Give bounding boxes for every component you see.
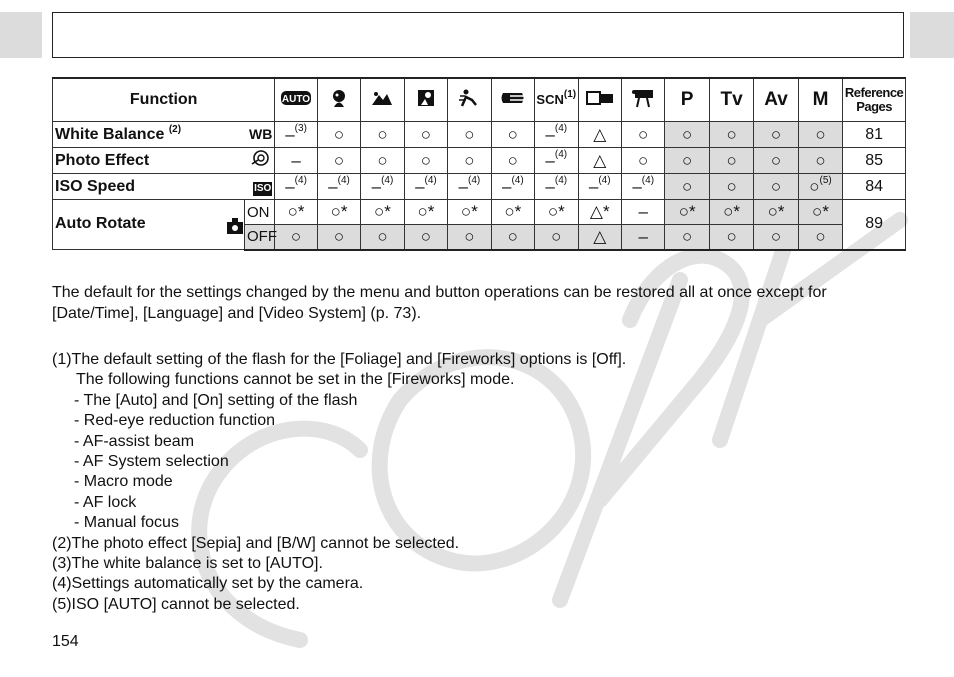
list-item: - Macro mode [74,473,173,491]
table-cell: △ [578,148,621,174]
table-row-auto-rotate-on [53,200,906,225]
table-cell: ○ [404,122,447,148]
table-cell: ○ [709,174,753,200]
table-cell: ○ [361,225,404,250]
stitch-assist-icon [578,78,621,122]
table-cell: ○ [665,148,709,174]
table-cell: ○* [361,200,404,225]
landscape-icon [361,78,404,122]
function-header: Function [53,78,275,122]
right-page-tab [910,12,954,58]
table-cell: – [621,200,664,225]
footnote-1: (1)The default setting of the flash for the [Foliage] and [Fireworks] options is [Off]. [52,351,627,368]
function-availability-table [52,77,906,251]
table-cell: ○ [798,122,842,148]
table-cell: –$^{(4)}$ [621,174,664,200]
footnotes-list [52,350,912,615]
footnote-3: (3)The white balance is set to [AUTO]. [52,555,323,573]
iso-icon: ISO [245,174,275,200]
footnote-5: (5)ISO [AUTO] cannot be selected. [52,595,300,613]
table-cell: – [621,225,664,250]
table-cell: ○ [754,148,798,174]
table-cell: ○ [317,225,360,250]
row-label: Auto Rotate [53,200,245,250]
table-cell: ○ [448,225,491,250]
list-item: - Red-eye reduction function [74,412,275,430]
table-cell: ○ [361,122,404,148]
table-cell: ○ [665,122,709,148]
table-cell: ○ [491,148,534,174]
table-cell: ○ [404,148,447,174]
reset-defaults-paragraph: The default for the settings changed by the menu and button operations can be restored all at once except for [Date/Time], [Language] and [Video System] (p. 73). [52,284,827,322]
footnote-1-detail: The following functions cannot be set in the [Fireworks] mode. [76,371,515,389]
reference-page: 89 [843,200,906,250]
table-cell: ○ [621,148,664,174]
night-scene-icon [404,78,447,122]
page-number: 154 [52,633,79,650]
table-cell: ○* [275,200,317,225]
photo-effect-icon [245,148,275,174]
table-cell: ○* [317,200,360,225]
table-cell: – [275,148,317,174]
row-label: ISO Speed [53,174,245,200]
table-cell: ○ [709,225,753,250]
auto-rotate-icon [226,217,244,235]
table-cell: –$^{(4)}$ [578,174,621,200]
table-cell: –$^{(4)}$ [535,148,578,174]
section-title-box [52,12,904,58]
reference-page: 84 [843,174,906,200]
reference-page: 81 [843,122,906,148]
table-cell: ○ [317,148,360,174]
list-item: - The [Auto] and [On] setting of the flash [74,391,358,409]
table-cell: ○* [404,200,447,225]
list-item: - AF lock [74,493,137,511]
list-item: - Manual focus [74,514,179,532]
movie-icon [621,78,664,122]
table-cell: △ [578,225,621,250]
table-cell: ○ [754,225,798,250]
table-cell: ○* [665,200,709,225]
program-mode-label: P [665,78,709,122]
table-cell: ○ [665,225,709,250]
table-cell: ○ [798,225,842,250]
table-cell: ○* [754,200,798,225]
table-cell: ○ [361,148,404,174]
scn-mode-label: SCN$^{(1)}$ [535,78,578,122]
table-cell: ○ [448,122,491,148]
fast-shutter-icon [448,78,491,122]
table-row-iso-speed [53,174,906,200]
footnote-4: (4)Settings automatically set by the camera. [52,575,364,593]
table-cell: –$^{(4)}$ [491,174,534,200]
white-balance-icon: WB [245,122,275,148]
table-cell: ○$^{(5)}$ [798,174,842,200]
table-cell: –$^{(3)}$ [275,122,317,148]
slow-shutter-icon [491,78,534,122]
auto-rotate-off-label: OFF [245,225,275,250]
table-cell: ○* [709,200,753,225]
table-cell: –$^{(4)}$ [448,174,491,200]
table-cell: –$^{(4)}$ [275,174,317,200]
table-cell: ○ [491,122,534,148]
table-cell: ○ [798,148,842,174]
table-cell: ○ [491,225,534,250]
auto-mode-icon [275,78,317,122]
table-cell: ○ [535,225,578,250]
table-cell: ○ [621,122,664,148]
svg-text:AUTO: AUTO [281,93,311,105]
table-cell: △ [578,122,621,148]
table-cell: ○* [535,200,578,225]
table-cell: –$^{(4)}$ [404,174,447,200]
row-label: Photo Effect [53,148,245,174]
left-page-tab [0,12,42,58]
table-cell: –$^{(4)}$ [317,174,360,200]
tv-mode-label: Tv [709,78,753,122]
reference-page: 85 [843,148,906,174]
table-cell: ○ [754,122,798,148]
table-cell: ○ [709,122,753,148]
table-cell: ○ [275,225,317,250]
table-cell: –$^{(4)}$ [535,174,578,200]
reference-pages-header: Reference Pages [843,78,906,122]
footnote-2: (2)The photo effect [Sepia] and [B/W] cannot be selected. [52,534,460,552]
table-header-row [53,78,906,122]
table-row-white-balance [53,122,906,148]
table-cell: ○ [754,174,798,200]
table-cell: ○* [448,200,491,225]
auto-rotate-on-label: ON [245,200,275,225]
manual-mode-label: M [798,78,842,122]
table-cell: ○ [317,122,360,148]
table-cell: ○ [404,225,447,250]
portrait-icon [317,78,360,122]
table-cell: ○ [709,148,753,174]
table-cell: –$^{(4)}$ [535,122,578,148]
table-cell: ○ [448,148,491,174]
row-label: White Balance $^{(2)}$ [53,122,245,148]
av-mode-label: Av [754,78,798,122]
list-item: - AF System selection [74,453,229,471]
list-item: - AF-assist beam [74,432,195,450]
table-cell: △* [578,200,621,225]
table-cell: –$^{(4)}$ [361,174,404,200]
table-cell: ○ [665,174,709,200]
table-cell: ○* [491,200,534,225]
table-row-photo-effect [53,148,906,174]
table-cell: ○* [798,200,842,225]
